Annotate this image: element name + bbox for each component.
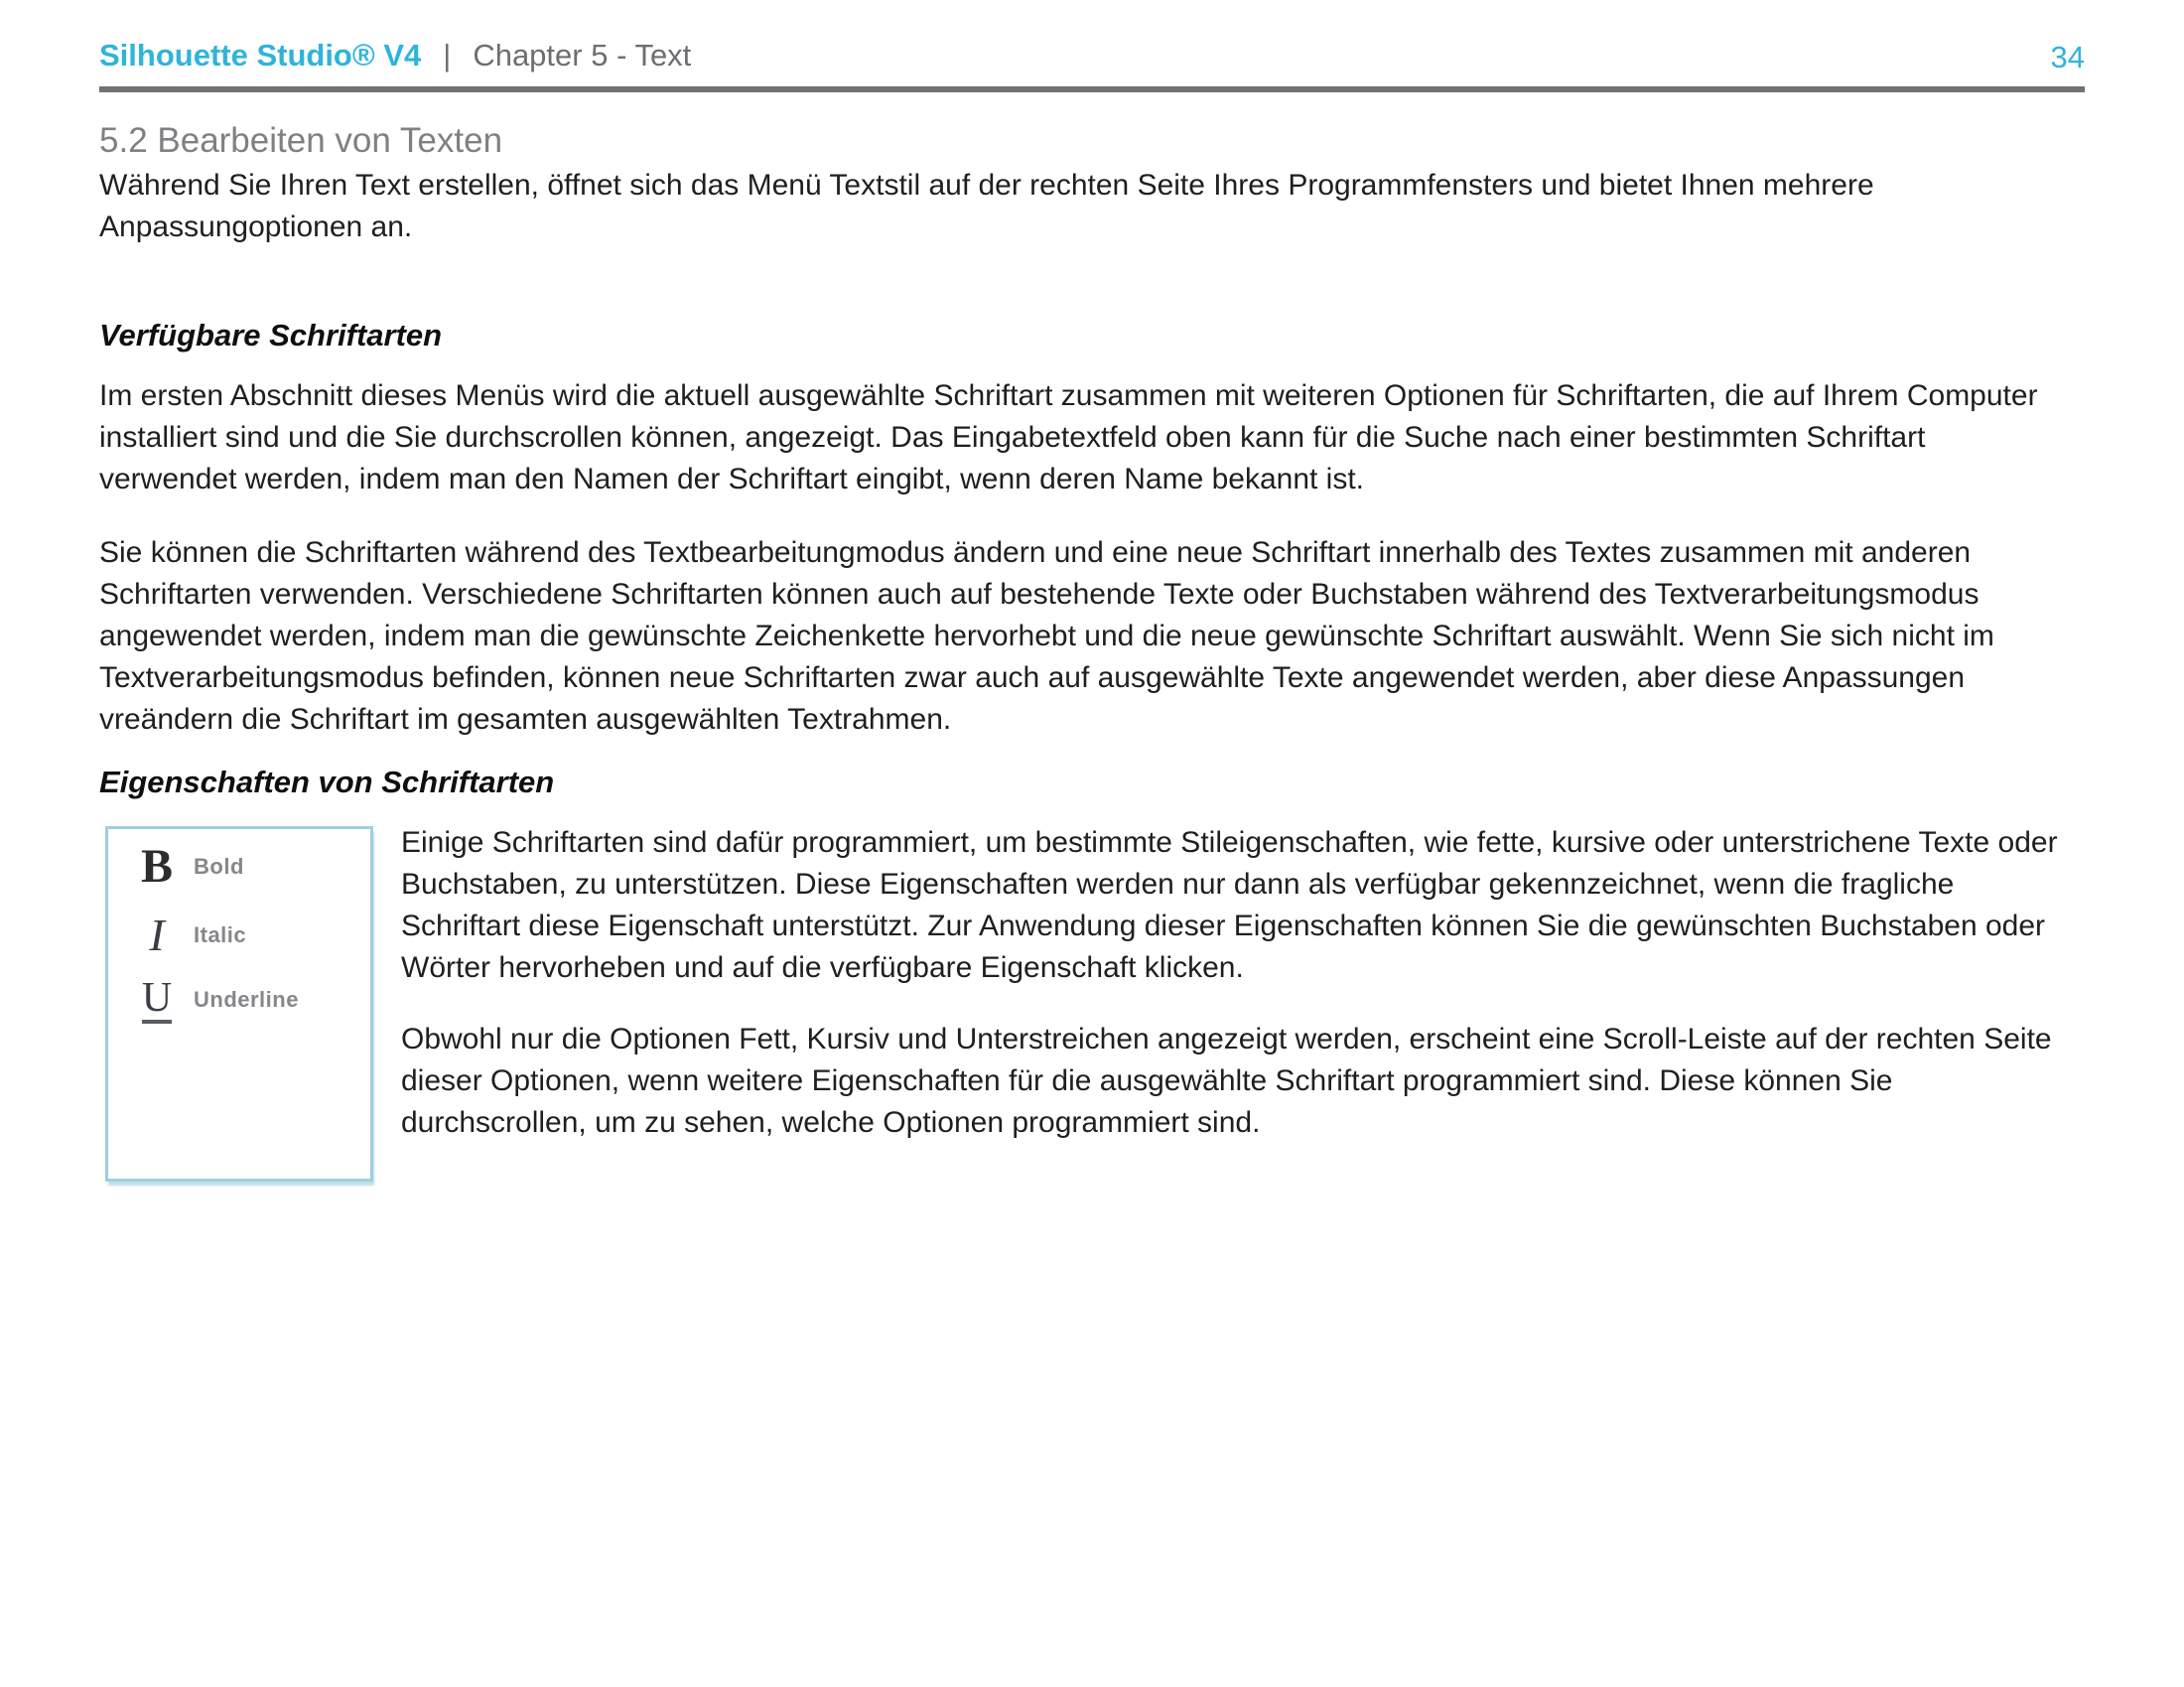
header-separator: |	[443, 38, 452, 72]
section-intro-paragraph: Während Sie Ihren Text erstellen, öffnet sich das Menü Textstil auf der rechten Seite Ihres Programmfensters und bietet Ihnen mehrere Anpassungoptionen an.	[99, 169, 1874, 243]
font-properties-paragraph-2: Obwohl nur die Optionen Fett, Kursiv und Unterstreichen angezeigt werden, erscheint eine Scroll-Leiste auf der rechten Seite dieser Optionen, wenn weitere Eigenschaften für die ausgewählte Schriftart programmiert sind. Diese können Sie durchscrollen, um zu sehen, welche Optionen programmiert sind.	[401, 1023, 2052, 1139]
available-fonts-paragraph-1: Im ersten Abschnitt dieses Menüs wird die aktuell ausgewählte Schriftart zusammen mit weiteren Optionen für Schriftarten, die auf Ihrem Computer installiert sind und die Sie durchscrollen können, angezeigt. Das Eingabetextfeld oben kann für die Suche nach einer bestimmten Schriftart verwendet werden, indem man den Namen der Schriftart eingibt, wenn deren Name bekannt ist.	[99, 379, 2038, 495]
header-rule	[99, 86, 2085, 92]
italic-icon: I	[149, 910, 165, 960]
bold-icon: B	[140, 840, 173, 893]
underline-icon: U	[128, 976, 186, 1024]
font-properties-paragraph-1: Einige Schriftarten sind dafür programmiert, um bestimmte Stileigenschaften, wie fette, kursive oder unterstrichene Texte oder Buchstaben, zu unterstützen. Diese Eigenschaften werden nur dann als verfügbar gekennzeichnet, wenn die fragliche Schriftart diese Eigenschaft unterstützt. Zur Anwendung dieser Eigenschaften können Sie die gewünschten Buchstaben oder Wörter hervorheben und auf die verfügbare Eigenschaft klicken.	[401, 826, 2058, 984]
section-title: 5.2 Bearbeiten von Texten	[99, 121, 503, 160]
available-fonts-paragraph-2: Sie können die Schriftarten während des Textbearbeitungmodus ändern und eine neue Schriftart innerhalb des Textes zusammen mit anderen Schriftarten verwenden. Verschiedene Schriftarten können auch auf bestehende Texte oder Buchstaben während des Textverarbeitungsmodus angewendet werden, indem man die gewünschte Zeichenkette hervorhebt und die neue gewünschte Schriftart auswählt. Wenn Sie sich nicht im Textverarbeitungsmodus befinden, können neue Schriftarten zwar auch auf ausgewählte Texte angewendet werden, aber diese Anpassungen vreändern die Schriftart im gesamten ausgewählten Textrahmen.	[99, 536, 1994, 736]
page-number: 34	[2050, 40, 2085, 74]
page-header	[99, 38, 2085, 73]
font-style-panel-image	[105, 826, 373, 1182]
underline-option-label: Underline	[194, 987, 299, 1013]
bold-option-label: Bold	[194, 853, 244, 879]
brand-title: Silhouette Studio® V4	[99, 38, 422, 72]
font-properties-heading: Eigenschaften von Schriftarten	[99, 765, 555, 799]
available-fonts-heading: Verfügbare Schriftarten	[99, 318, 443, 352]
chapter-title: Chapter 5 - Text	[473, 38, 692, 72]
italic-option-label: Italic	[194, 921, 247, 947]
italic-option-row	[128, 909, 246, 961]
bold-option-row	[128, 839, 244, 894]
underline-option-row	[128, 976, 299, 1024]
